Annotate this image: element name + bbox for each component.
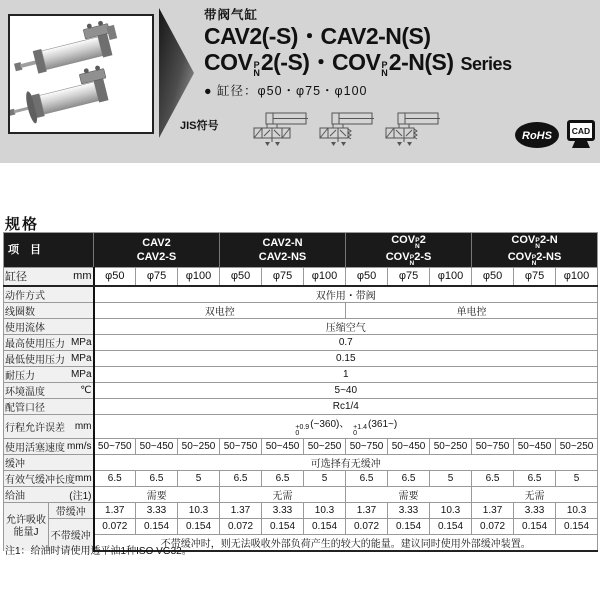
row-label-cell: [4, 470, 94, 486]
spec-cell: 双作用・带阀: [94, 286, 598, 303]
spec-cell: φ75: [388, 268, 430, 286]
spec-cell: 50~250: [178, 438, 220, 454]
cad-badge-icon: [566, 119, 596, 151]
spec-cell: 需要: [94, 486, 220, 502]
spec-cell: 可选择有无缓冲: [94, 454, 598, 470]
group-line: [473, 233, 596, 250]
spec-cell: 0.154: [388, 518, 430, 534]
spec-cell: 3.33: [388, 502, 430, 518]
spec-cell: 0.072: [220, 518, 262, 534]
spec-cell: 5: [304, 470, 346, 486]
row-label: 线圈数: [5, 306, 35, 318]
row-label: 环境温度: [5, 386, 45, 398]
spec-cell: Rc1/4: [94, 398, 598, 414]
jis-symbol-label: JIS符号: [180, 120, 219, 132]
group-header-cov2: [346, 233, 472, 268]
model-line-2: [204, 49, 512, 77]
cylinder-photo-illustration: [10, 16, 152, 132]
tolerance-range: (~360)、: [310, 418, 350, 430]
row-label-cell: [4, 318, 94, 334]
row-label-cell: [4, 438, 94, 454]
tolerance-range: (361~): [368, 418, 398, 430]
header-banner: [0, 0, 600, 163]
table-row-piston-speed: [4, 438, 598, 454]
table-row-stroke-tolerance: [4, 414, 598, 438]
spec-cell: 6.5: [262, 470, 304, 486]
footnote-note1: 注1：给油时请使用透平油1种ISO VG32。: [5, 546, 192, 557]
pn-bottom: N: [415, 243, 420, 250]
row-unit: mm/s: [67, 440, 92, 452]
row-label-cell: [4, 268, 94, 286]
spec-cell: 1.37: [346, 502, 388, 518]
spec-cell: 无需: [220, 486, 346, 502]
pn-bottom: N: [253, 68, 260, 78]
table-row-bore: [4, 268, 598, 286]
spec-cell: 0.154: [514, 518, 556, 534]
spec-cell: φ100: [178, 268, 220, 286]
row-note-ref: (注1): [69, 490, 92, 502]
spec-cell: 3.33: [514, 502, 556, 518]
row-label: 行程允许误差: [5, 422, 65, 434]
spec-cell: φ100: [556, 268, 598, 286]
tolerance-sub: 0: [353, 430, 358, 437]
spec-cell: 50~450: [514, 438, 556, 454]
row-label: 给油: [5, 490, 25, 502]
table-header-row: [4, 233, 598, 268]
spec-cell: 10.3: [178, 502, 220, 518]
spec-cell: φ75: [136, 268, 178, 286]
energy-sublabel-without: 不带缓冲: [49, 518, 94, 551]
row-unit: mm: [73, 270, 92, 283]
model-text: 2: [419, 234, 426, 246]
spec-cell: 无需: [472, 486, 598, 502]
group-line: [347, 233, 470, 250]
series-label: Series: [460, 54, 512, 74]
row-label: 缸径: [5, 271, 27, 284]
spec-cell: 50~250: [304, 438, 346, 454]
spec-cell: 6.5: [94, 470, 136, 486]
spec-cell: 50~250: [556, 438, 598, 454]
spec-cell: 1.37: [220, 502, 262, 518]
section-title: 规格: [5, 216, 40, 233]
model-text: 2(-S)・COV: [260, 49, 381, 75]
row-label-cell: [4, 414, 94, 438]
item-header-cell: 项 目: [4, 233, 94, 268]
energy-note: 不带缓冲时，则无法吸收外部负荷产生的较大的能量。建议同时使用外部缓冲装置。: [94, 534, 598, 551]
pn-top: P: [535, 237, 540, 244]
tolerance-stack: [353, 425, 367, 438]
energy-sublabel-with: 带缓冲: [49, 502, 94, 518]
spec-cell: 0.072: [94, 518, 136, 534]
row-label: 动作方式: [5, 290, 45, 302]
spec-cell: 0.154: [304, 518, 346, 534]
tolerance-sub: 0: [295, 430, 300, 437]
table-row-port-size: [4, 398, 598, 414]
group-header-cov2n: [472, 233, 598, 268]
spec-cell: 3.33: [262, 502, 304, 518]
spec-cell: 3.33: [136, 502, 178, 518]
pn-top: P: [531, 254, 537, 261]
spec-cell: φ50: [220, 268, 262, 286]
model-text: COV: [204, 49, 253, 75]
row-unit: MPa: [70, 368, 92, 380]
table-row-coils: [4, 302, 598, 318]
row-unit: MPa: [70, 352, 92, 364]
group-header-cav2: [94, 233, 220, 268]
rohs-badge-icon: [514, 121, 560, 149]
spec-cell: 0.154: [178, 518, 220, 534]
row-label-cell: [4, 366, 94, 382]
pn-top: P: [381, 60, 388, 70]
table-row-energy-with-cushion: [4, 502, 598, 518]
group-header-cav2n: [220, 233, 346, 268]
pn-bottom: N: [535, 243, 540, 250]
spec-cell: 0.072: [346, 518, 388, 534]
spec-cell: 5~40: [94, 382, 598, 398]
spec-cell: φ50: [346, 268, 388, 286]
pn-top: P: [409, 254, 415, 261]
spec-cell: 0.072: [472, 518, 514, 534]
table-row-energy-without-cushion: [4, 518, 598, 534]
title-block: [204, 5, 512, 99]
group-line: [473, 250, 596, 267]
energy-label-line: 能量J: [13, 526, 39, 538]
spec-cell: 5: [178, 470, 220, 486]
spec-cell: 6.5: [136, 470, 178, 486]
row-label-cell: [4, 302, 94, 318]
jis-symbol-3: [382, 110, 440, 148]
spec-cell: φ50: [94, 268, 136, 286]
product-photo: [8, 14, 154, 134]
spec-cell: φ100: [430, 268, 472, 286]
model-text: 2-NS: [536, 251, 562, 263]
jis-symbol-diagrams: [250, 110, 440, 148]
table-row-cushion: [4, 454, 598, 470]
spec-cell: 5: [556, 470, 598, 486]
spec-cell: 需要: [346, 486, 472, 502]
row-label-cell: [4, 382, 94, 398]
rohs-badge-text: RoHS: [522, 130, 552, 142]
spec-cell: 1.37: [94, 502, 136, 518]
row-unit: mm: [74, 420, 92, 432]
row-label-cell: [4, 286, 94, 303]
spec-cell: 50~250: [430, 438, 472, 454]
table-row-cushion-length: [4, 470, 598, 486]
row-label-cell: [4, 398, 94, 414]
pn-stack: [253, 61, 260, 77]
spec-cell: 1.37: [472, 502, 514, 518]
table-row-min-pressure: [4, 350, 598, 366]
row-label: 使用流体: [5, 322, 45, 334]
pn-top: P: [415, 237, 420, 244]
spec-cell: 50~450: [136, 438, 178, 454]
row-label-cell: [4, 350, 94, 366]
model-text: COV: [391, 234, 416, 246]
row-unit: MPa: [70, 336, 92, 348]
spec-cell: 0.154: [430, 518, 472, 534]
group-line: CAV2-S: [136, 251, 177, 263]
table-row-ambient-temp: [4, 382, 598, 398]
row-label: 最高使用压力: [5, 338, 65, 350]
spec-cell: 1: [94, 366, 598, 382]
product-category: 带阀气缸: [204, 8, 259, 22]
model-text: 2-N(S): [388, 49, 454, 75]
spec-cell: 0.154: [556, 518, 598, 534]
spec-cell: 0.15: [94, 350, 598, 366]
pn-bottom: N: [381, 68, 388, 78]
row-label-cell: [4, 334, 94, 350]
model-text: 2-N: [539, 234, 558, 246]
spec-cell: 50~450: [388, 438, 430, 454]
jis-symbol-2: [316, 110, 374, 148]
row-label-cell: [4, 486, 94, 502]
row-label-cell: [4, 454, 94, 470]
tolerance-stack: [295, 425, 309, 438]
spec-cell: 6.5: [514, 470, 556, 486]
certification-badges: [514, 119, 596, 151]
group-line: CAV2-N: [262, 237, 303, 249]
spec-cell: 单电控: [346, 302, 598, 318]
table-row-max-pressure: [4, 334, 598, 350]
tolerance-sup: +1.4: [353, 423, 367, 431]
jis-symbol-1: [250, 110, 308, 148]
table-row-proof-pressure: [4, 366, 598, 382]
tolerance-sup: +0.9: [295, 423, 310, 431]
spec-cell: 0.154: [136, 518, 178, 534]
row-label: 缓冲: [5, 458, 25, 470]
spec-cell: 6.5: [346, 470, 388, 486]
row-unit: mm: [75, 472, 92, 484]
spec-cell: 10.3: [430, 502, 472, 518]
energy-label-line: 允许吸收: [6, 514, 46, 526]
row-label: 有效气缓冲长度: [5, 474, 75, 486]
pn-bottom: N: [409, 260, 415, 267]
table-row-fluid: [4, 318, 598, 334]
spec-cell: 0.154: [262, 518, 304, 534]
model-text: COV: [385, 251, 410, 263]
spec-cell: 6.5: [220, 470, 262, 486]
pn-top: P: [253, 60, 260, 70]
spec-table: [3, 232, 598, 552]
spec-cell: 10.3: [304, 502, 346, 518]
pn-bottom: N: [531, 260, 537, 267]
spec-cell: 5: [430, 470, 472, 486]
bore-sizes-line: ● 缸径：φ50・φ75・φ100: [204, 84, 368, 98]
model-text: 2-S: [414, 251, 432, 263]
model-text: COV: [507, 251, 532, 263]
spec-cell: φ75: [262, 268, 304, 286]
spec-cell: 50~750: [346, 438, 388, 454]
model-text: COV: [511, 234, 536, 246]
row-label: 配管口径: [5, 402, 45, 414]
stroke-tolerance-value: [94, 414, 598, 438]
spec-cell: 6.5: [388, 470, 430, 486]
table-row-action: [4, 286, 598, 303]
spec-cell: φ100: [304, 268, 346, 286]
row-unit: ℃: [80, 384, 92, 396]
cad-badge-text: CAD: [571, 126, 591, 136]
spec-cell: 双电控: [94, 302, 346, 318]
group-line: CAV2: [142, 237, 171, 249]
table-row-lubrication: [4, 486, 598, 502]
row-label: 耐压力: [5, 370, 35, 382]
group-line: [347, 250, 470, 267]
spec-cell: 50~450: [262, 438, 304, 454]
spec-cell: 0.7: [94, 334, 598, 350]
spec-cell: φ50: [472, 268, 514, 286]
row-label: 使用活塞速度: [5, 442, 65, 454]
spec-cell: φ75: [514, 268, 556, 286]
group-line: CAV2-NS: [258, 251, 307, 263]
spec-cell: 6.5: [472, 470, 514, 486]
pn-stack: [381, 61, 388, 77]
spec-cell: 压缩空气: [94, 318, 598, 334]
model-line-1: CAV2(-S)・CAV2-N(S): [204, 23, 431, 49]
spec-cell: 50~750: [94, 438, 136, 454]
row-label: 最低使用压力: [5, 354, 65, 366]
spec-cell: 50~750: [472, 438, 514, 454]
spec-cell: 50~750: [220, 438, 262, 454]
spec-cell: 10.3: [556, 502, 598, 518]
